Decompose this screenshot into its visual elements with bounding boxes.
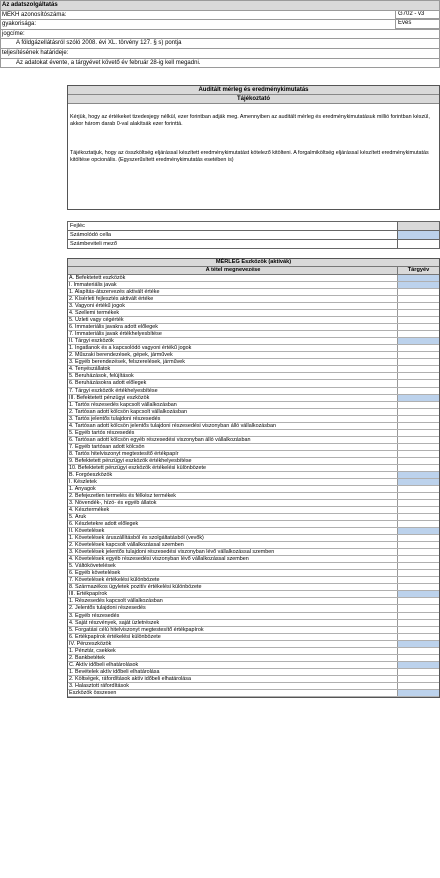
column-header-year: Tárgyév xyxy=(397,267,439,274)
row-label: 1. Tartós részesedés kapcsolt vállalkozásban xyxy=(69,401,177,408)
legend-header: Fejléc xyxy=(68,222,439,231)
table-row xyxy=(68,380,439,387)
info-box xyxy=(67,85,440,210)
row-label: I. Immateriális javak xyxy=(69,282,117,289)
row-label: 3. Vagyoni értékű jogok xyxy=(69,303,125,310)
row-label: 2. Műszaki berendezések, gépek, járművek xyxy=(69,352,173,359)
row-label: 5. Egyéb tartós részesedés xyxy=(69,429,135,436)
input-cell[interactable] xyxy=(397,634,439,641)
table-row xyxy=(68,493,439,500)
table-row xyxy=(68,451,439,458)
report-header xyxy=(0,0,440,68)
input-cell[interactable] xyxy=(397,289,439,296)
row-label: 6. Tartósan adott kölcsön egyéb részesedési viszonyban álló vállalkozásban xyxy=(69,436,251,443)
info-paragraph-2: Tájékoztatjuk, hogy az összköltség eljárással készített eredménykimutatást kötelező kitölteni. A forgalmiköltség eljárással készített eredménykimutatás kitöltése opcionális. (Egyszerűsített eredménykimutatás esetében is) xyxy=(70,150,429,163)
table-row xyxy=(68,500,439,507)
header-row-deadline: teljesítésének határideje: xyxy=(1,49,439,59)
calculated-cell xyxy=(397,528,439,535)
calculated-cell xyxy=(397,282,439,289)
table-row xyxy=(68,563,439,570)
row-label: 10. Befektetett pénzügyi eszközök értékelési különbözete xyxy=(69,464,206,471)
table-row xyxy=(68,584,439,591)
table-row xyxy=(68,577,439,584)
row-label: 4. Késztermékek xyxy=(69,507,110,514)
table-row xyxy=(68,479,439,486)
input-cell[interactable] xyxy=(397,605,439,612)
table-row xyxy=(68,634,439,641)
row-label: 3. Tartós jelentős tulajdoni részesedés xyxy=(69,415,161,422)
table-row xyxy=(68,591,439,598)
table-row xyxy=(68,690,439,697)
input-cell[interactable] xyxy=(397,500,439,507)
row-label: C. Aktív időbeli elhatárolások xyxy=(69,661,139,668)
table-row xyxy=(68,648,439,655)
table-row xyxy=(68,458,439,465)
row-label: 8. Származékos ügyletek pozitív értékelési különbözete xyxy=(69,584,202,591)
table-row xyxy=(68,676,439,683)
calculated-cell xyxy=(397,275,439,282)
table-row xyxy=(68,662,439,669)
table-row xyxy=(68,507,439,514)
table-row xyxy=(68,359,439,366)
input-cell[interactable] xyxy=(397,584,439,591)
table-row xyxy=(68,605,439,612)
table-row xyxy=(68,282,439,289)
input-cell[interactable] xyxy=(397,331,439,338)
legend-input: Számbeviteli mező xyxy=(68,240,439,249)
row-label: III. Befektetett pénzügyi eszközök xyxy=(69,394,150,401)
table-row xyxy=(68,655,439,662)
row-label: 7. Tárgyi eszközök értékhelyesbítése xyxy=(69,387,158,394)
table-row xyxy=(68,465,439,472)
row-label: 7. Követelések értékelési különbözete xyxy=(69,577,160,584)
input-cell[interactable] xyxy=(397,598,439,605)
table-row xyxy=(68,402,439,409)
legend-swatch-calc xyxy=(397,231,439,239)
table-body xyxy=(68,275,439,697)
input-cell[interactable] xyxy=(397,317,439,324)
input-cell[interactable] xyxy=(397,359,439,366)
row-label: 7. Immateriális javak értékhelyesbítése xyxy=(69,331,162,338)
calculated-cell xyxy=(397,479,439,486)
table-row xyxy=(68,613,439,620)
table-row xyxy=(68,549,439,556)
row-label: 2. Kísérleti fejlesztés aktivált értéke xyxy=(69,296,154,303)
row-label: 2. Befejezetlen termelés és félkész termékek xyxy=(69,492,176,499)
row-label: 2. Követelések kapcsolt vállalkozással szemben xyxy=(69,542,184,549)
input-cell[interactable] xyxy=(397,310,439,317)
header-id-value: G702 - v3 xyxy=(395,11,439,20)
table-row xyxy=(68,669,439,676)
table-row xyxy=(68,331,439,338)
table-row xyxy=(68,395,439,402)
input-cell[interactable] xyxy=(397,563,439,570)
table-row xyxy=(68,388,439,395)
input-cell[interactable] xyxy=(397,535,439,542)
row-label: 3. Egyéb berendezések, felszerelések, járművek xyxy=(69,359,185,366)
row-label: 1. Részesedés kapcsolt vállalkozásban xyxy=(69,598,163,605)
table-row xyxy=(68,528,439,535)
header-row-id: MEKH azonosítószáma: G702 - v3 xyxy=(1,11,439,21)
table-row xyxy=(68,542,439,549)
row-label: 2. Költségek, ráfordítások aktív időbeli elhatárolása xyxy=(69,675,191,682)
row-label: 9. Befektetett pénzügyi eszközök értékhelyesbítése xyxy=(69,457,192,464)
input-cell[interactable] xyxy=(397,577,439,584)
row-label: 7. Egyéb tartósan adott kölcsön xyxy=(69,443,145,450)
table-row xyxy=(68,598,439,605)
input-cell[interactable] xyxy=(397,444,439,451)
header-row-deadline-text: Az adatokat évente, a tárgyévet követő év február 28-ig kell megadni. xyxy=(1,59,439,69)
row-label: 1. Bevételek aktív időbeli elhatárolása xyxy=(69,668,160,675)
input-cell[interactable] xyxy=(397,514,439,521)
row-label: 6. Értékpapírok értékelési különbözete xyxy=(69,633,161,640)
row-label: 5. Áruk xyxy=(69,514,87,521)
calculated-cell xyxy=(397,395,439,402)
row-label: 1. Alapítás-átszervezés aktivált értéke xyxy=(69,289,160,296)
input-cell[interactable] xyxy=(397,416,439,423)
row-label: 3. Egyéb részesedés xyxy=(69,612,120,619)
table-row xyxy=(68,620,439,627)
balance-sheet-table xyxy=(67,258,440,698)
input-cell[interactable] xyxy=(397,430,439,437)
calculated-cell xyxy=(397,338,439,345)
legend-calc: Számolódó cella xyxy=(68,231,439,240)
input-cell[interactable] xyxy=(397,437,439,444)
input-cell[interactable] xyxy=(397,423,439,430)
row-label: 5. Forgatási célú hitelviszonyt megtestesítő értékpapírok xyxy=(69,626,204,633)
row-label: 2. Tartósan adott kölcsön kapcsolt vállalkozásban xyxy=(69,408,187,415)
row-label: A. Befektetett eszközök xyxy=(69,275,126,281)
row-label: 5. Üzleti vagy cégérték xyxy=(69,317,124,324)
table-row xyxy=(68,514,439,521)
input-cell[interactable] xyxy=(397,296,439,303)
input-cell[interactable] xyxy=(397,366,439,373)
row-label: 4. Saját részvények, saját üzletrészek xyxy=(69,619,160,626)
row-label: I. Készletek xyxy=(69,478,97,485)
table-row xyxy=(68,556,439,563)
calculated-cell xyxy=(397,472,439,479)
info-paragraph-1: Kérjük, hogy az értékeket tizedesjegy nélkül, ezer forintban adják meg. Amennyiben az auditált mérleg és eredménykimutatásuk millió forintban készül, akkor három darab 0-val alakítsák ezer forinttá. xyxy=(70,114,430,127)
input-cell[interactable] xyxy=(397,373,439,380)
table-row xyxy=(68,423,439,430)
input-cell[interactable] xyxy=(397,486,439,493)
row-label: II. Tárgyi eszközök xyxy=(69,338,114,345)
table-row xyxy=(68,683,439,690)
info-title: Auditált mérleg és eredménykimutatás xyxy=(68,86,439,95)
table-row xyxy=(68,310,439,317)
input-cell[interactable] xyxy=(397,402,439,409)
header-frequency-value: Éves xyxy=(395,20,439,29)
row-label: 6. Immateriális javakra adott előlegek xyxy=(69,324,158,331)
input-cell[interactable] xyxy=(397,451,439,458)
table-row xyxy=(68,409,439,416)
table-row xyxy=(68,521,439,528)
row-label: 1. Pénztár, csekkek xyxy=(69,647,116,654)
calculated-cell xyxy=(397,591,439,598)
column-header-item: A tétel megnevezése xyxy=(205,267,261,273)
table-row xyxy=(68,373,439,380)
row-label: II. Követelések xyxy=(69,528,105,535)
input-cell[interactable] xyxy=(397,324,439,331)
input-cell[interactable] xyxy=(397,570,439,577)
row-label: B. Forgóeszközök xyxy=(69,471,113,478)
row-label: 5. Váltókövetelések xyxy=(69,563,116,570)
table-row xyxy=(68,317,439,324)
header-row-frequency: gyakorisága: Éves xyxy=(1,20,439,30)
row-label: 6. Beruházásokra adott előlegek xyxy=(69,380,147,387)
row-label: 4. Tenyészállatok xyxy=(69,366,111,373)
table-row xyxy=(68,366,439,373)
row-label: 2. Bankbetétek xyxy=(69,654,105,661)
table-row xyxy=(68,303,439,310)
row-label: 6. Egyéb követelések xyxy=(69,570,121,577)
table-row xyxy=(68,570,439,577)
input-cell[interactable] xyxy=(397,458,439,465)
table-row xyxy=(68,416,439,423)
input-cell[interactable] xyxy=(397,655,439,662)
row-label: 3. Követelések jelentős tulajdoni részesedési viszonyban lévő vállalkozással szemben xyxy=(69,549,275,556)
input-cell[interactable] xyxy=(397,303,439,310)
legend-swatch-header xyxy=(397,222,439,230)
calculated-cell xyxy=(397,662,439,669)
color-legend xyxy=(67,221,440,249)
input-cell[interactable] xyxy=(397,549,439,556)
row-label: 3. Halasztott ráfordítások xyxy=(69,682,129,689)
row-label: 1. Ingatlanok és a kapcsolódó vagyoni értékű jogok xyxy=(69,345,192,352)
input-cell[interactable] xyxy=(397,409,439,416)
input-cell[interactable] xyxy=(397,676,439,683)
table-row xyxy=(68,535,439,542)
table-row xyxy=(68,338,439,345)
table-header-row xyxy=(68,267,439,275)
input-cell[interactable] xyxy=(397,683,439,690)
row-label: 8. Tartós hitelviszonyt megtestesítő értékpapír xyxy=(69,450,179,457)
input-cell[interactable] xyxy=(397,493,439,500)
calculated-cell xyxy=(397,641,439,648)
input-cell[interactable] xyxy=(397,521,439,528)
table-row xyxy=(68,437,439,444)
table-title: MÉRLEG Eszközök (aktívák) xyxy=(68,259,439,267)
row-label: 3. Növendék-, hízó- és egyéb állatok xyxy=(69,500,157,506)
table-row xyxy=(68,627,439,634)
row-label: 4. Tartósan adott kölcsön jelentős tulajdoni részesedési viszonyban álló vállalkozásban xyxy=(69,422,276,429)
info-subtitle: Tájékoztató xyxy=(68,95,439,104)
input-cell[interactable] xyxy=(397,388,439,395)
table-row xyxy=(68,641,439,648)
row-label: 1. Anyagok xyxy=(69,485,96,492)
input-cell[interactable] xyxy=(397,542,439,549)
row-label: 6. Készletekre adott előlegek xyxy=(69,521,139,528)
table-row xyxy=(68,296,439,303)
input-cell[interactable] xyxy=(397,556,439,563)
input-cell[interactable] xyxy=(397,507,439,514)
row-label: IV. Pénzeszközök xyxy=(69,640,112,647)
input-cell[interactable] xyxy=(397,669,439,676)
header-title: Az adatszolgáltatás xyxy=(1,1,439,11)
header-row-legal-basis: jogcíme: xyxy=(1,30,439,40)
legend-swatch-input xyxy=(397,240,439,248)
input-cell[interactable] xyxy=(397,380,439,387)
input-cell[interactable] xyxy=(397,352,439,359)
row-label: 4. Követelések egyéb részesedési viszonyban lévő vállalkozással szemben xyxy=(69,556,249,563)
table-row xyxy=(68,430,439,437)
row-label: Eszközök összesen xyxy=(69,689,117,696)
table-row xyxy=(68,324,439,331)
header-row-legal-text: A földgázellátásról szóló 2008. évi XL. törvény 127. § s) pontja xyxy=(1,39,439,49)
input-cell[interactable] xyxy=(397,620,439,627)
table-row xyxy=(68,289,439,296)
row-label: III. Értékpapírok xyxy=(69,591,108,598)
input-cell[interactable] xyxy=(397,465,439,472)
table-row xyxy=(68,472,439,479)
calculated-cell xyxy=(397,690,439,697)
row-label: 4. Szellemi termékek xyxy=(69,310,120,317)
row-label: 1. Követelések áruszállításból és szolgáltatásból (vevők) xyxy=(69,535,204,542)
table-row xyxy=(68,345,439,352)
input-cell[interactable] xyxy=(397,648,439,655)
table-row xyxy=(68,352,439,359)
table-row xyxy=(68,486,439,493)
input-cell[interactable] xyxy=(397,613,439,620)
table-row xyxy=(68,275,439,282)
row-label: 2. Jelentős tulajdoni részesedés xyxy=(69,605,146,612)
input-cell[interactable] xyxy=(397,345,439,352)
table-row xyxy=(68,444,439,451)
input-cell[interactable] xyxy=(397,627,439,634)
row-label: 5. Beruházások, felújítások xyxy=(69,373,134,380)
